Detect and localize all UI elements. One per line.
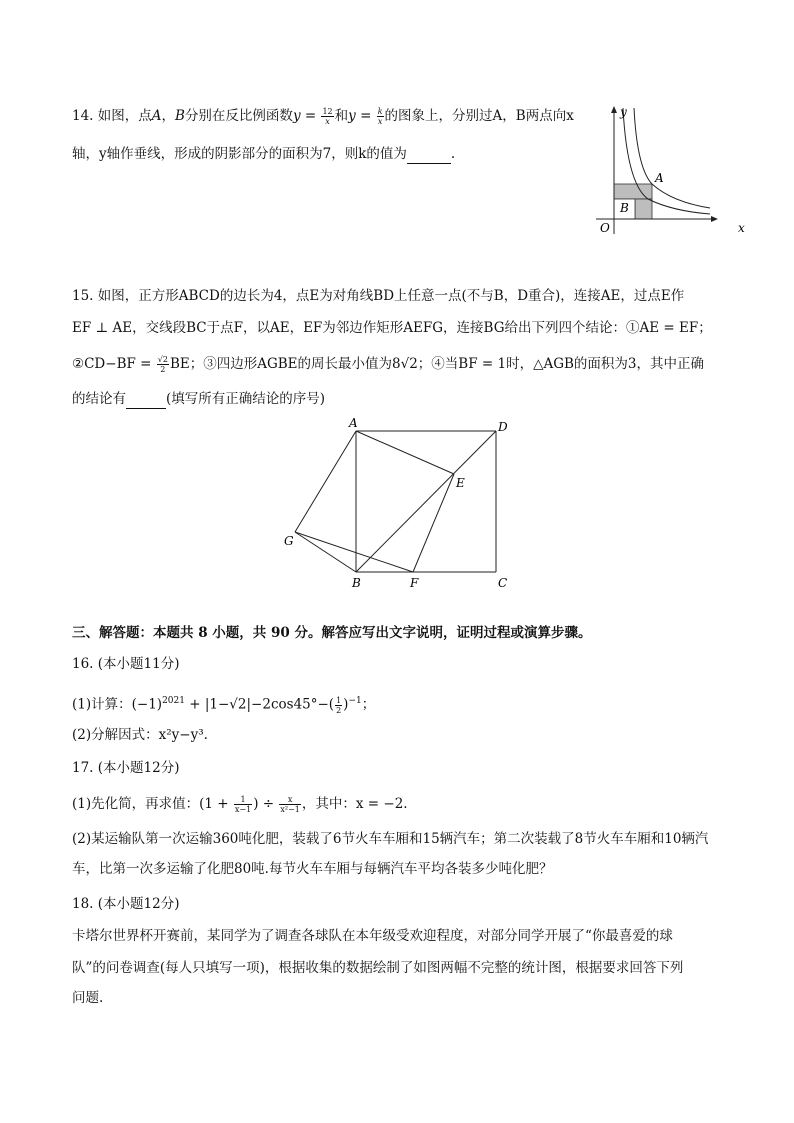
q14-point-a: A <box>151 108 162 124</box>
func2-numerator: k <box>377 107 383 116</box>
shaded-rect-right <box>635 199 652 219</box>
q17-p1-b: ) ÷ <box>253 796 279 812</box>
segment-ae <box>356 431 454 474</box>
label-f: F <box>410 576 419 590</box>
q17-frac2-num: x <box>279 795 301 805</box>
q14-line1 <box>72 106 574 126</box>
segment-ag <box>295 431 356 532</box>
func2-lhs: y = <box>348 108 376 124</box>
graph-o-label: O <box>600 221 610 235</box>
q16-p1-b: + |1−√2|−2cos45°−( <box>184 696 335 713</box>
func1-numerator: 12 <box>322 107 333 116</box>
label-c: C <box>498 576 508 590</box>
q17-fraction2 <box>279 795 301 814</box>
func2-fraction <box>377 107 384 126</box>
q16-p1-a: (1)计算：(−1) <box>72 696 163 713</box>
q15-line3 <box>72 354 704 374</box>
q15-line2: EF ⊥ AE，交线段BC于点F，以AE，EF为邻边作矩形AEFG，连接BG给出下列四个结论：①AE = EF； <box>72 320 712 336</box>
q16-fraction <box>335 696 342 715</box>
q16-frac-den: 2 <box>336 705 342 715</box>
q15-frac-den: 2 <box>160 365 166 374</box>
q15-line4 <box>72 389 325 409</box>
q15-fraction <box>157 355 169 374</box>
label-d: D <box>498 420 508 434</box>
graph-x-label: x <box>738 221 745 235</box>
graph-b-label: B <box>620 201 629 215</box>
graph-y-label: y <box>620 105 627 119</box>
q14-answer-blank[interactable] <box>407 149 451 164</box>
q16-part2: (2)分解因式：x²y−y³. <box>72 727 208 743</box>
q17-p1-a: (1)先化简，再求值：(1 + <box>72 796 233 812</box>
q15-line4-a: 的结论有 <box>72 391 126 407</box>
q18-line2: 队”的问卷调查(每人只填写一项)，根据收集的数据绘制了如图两幅不完整的统计图，根据要求回答下列 <box>72 960 684 976</box>
q18-title: 18. (本小题12分) <box>72 896 180 912</box>
q16-p1-d: ； <box>361 696 376 713</box>
q15-answer-blank[interactable] <box>126 394 166 409</box>
label-e: E <box>456 476 465 490</box>
q15-line1: 15. 如图，正方形ABCD的边长为4，点E为对角线BD上任意一点(不与B，D重合)，连接AE，过点E作 <box>72 288 685 304</box>
q15-line3-b: BE；③四边形AGBE的周长最小值为8√2；④当BF = 1时，△AGB的面积为3，其中正确 <box>169 356 704 372</box>
segment-gb <box>295 532 356 572</box>
q14-and: 和 <box>334 108 349 124</box>
q17-frac2-den: x²−1 <box>280 805 300 814</box>
q17-part2-line1: (2)某运输队第一次运输360吨化肥，装载了6节火车车厢和15辆汽车；第二次装载了8节火车车厢和10辆汽 <box>72 831 709 847</box>
q16-part1 <box>72 691 375 715</box>
q15-line4-b: (填写所有正确结论的序号) <box>166 391 326 407</box>
segment-gf <box>295 532 413 572</box>
q16-p1-exp2: −1 <box>348 696 362 706</box>
q14-graph <box>592 98 752 240</box>
func1-denominator: x <box>325 117 330 126</box>
func2-denominator: x <box>377 117 383 126</box>
q14-line2 <box>72 144 455 164</box>
q17-frac1-den: x−1 <box>234 805 252 814</box>
q15-line3-a: ②CD−BF = <box>72 356 156 372</box>
q17-title: 17. (本小题12分) <box>72 760 180 776</box>
q16-frac-num: 1 <box>336 695 342 705</box>
q14-point-b: B <box>175 108 185 124</box>
label-a: A <box>349 416 358 430</box>
q17-part2-line2: 车，比第一次多运输了化肥80吨.每节火车车厢与每辆汽车平均各装多少吨化肥？ <box>72 861 553 877</box>
section3-heading: 三、解答题：本题共 8 小题，共 90 分。解答应写出文字说明，证明过程或演算步骤。 <box>72 625 592 641</box>
q14-end: . <box>450 146 456 162</box>
q15-frac-num: √2 <box>157 355 168 364</box>
graph-a-label: A <box>655 171 664 185</box>
q18-line1: 卡塔尔世界杯开赛前，某同学为了调查各球队在本年级受欢迎程度，对部分同学开展了“你最喜爱的球 <box>72 928 673 944</box>
q17-fraction1 <box>234 795 252 814</box>
segment-ef <box>413 474 454 572</box>
q16-p1-c: ) <box>343 696 349 713</box>
q17-p1-c: ，其中：x = −2. <box>301 796 408 812</box>
diagonal-bd <box>356 431 496 572</box>
q14-text-post: 的图象上，分别过A，B两点向x <box>384 108 574 124</box>
x-axis-arrow-icon <box>711 216 718 222</box>
func1-fraction <box>321 107 333 126</box>
q16-title: 16. (本小题11分) <box>72 656 180 672</box>
q14-sep: ， <box>161 108 176 124</box>
q17-frac1-num: 1 <box>234 795 252 805</box>
q14-text-line2: 轴，y轴作垂线，形成的阴影部分的面积为7，则k的值为 <box>72 146 407 162</box>
shaded-rect-upper <box>614 184 652 199</box>
q17-part1 <box>72 794 408 814</box>
q15-figure <box>280 415 520 595</box>
q18-line3: 问题. <box>72 990 104 1006</box>
q14-text-mid: 分别在反比例函数 <box>184 108 293 124</box>
label-b: B <box>352 576 361 590</box>
q16-p1-exp: 2021 <box>162 696 185 706</box>
y-axis-arrow-icon <box>611 106 617 113</box>
q14-text: 14. 如图，点 <box>72 108 152 124</box>
func1-lhs: y = <box>292 108 321 124</box>
label-g: G <box>284 534 294 548</box>
